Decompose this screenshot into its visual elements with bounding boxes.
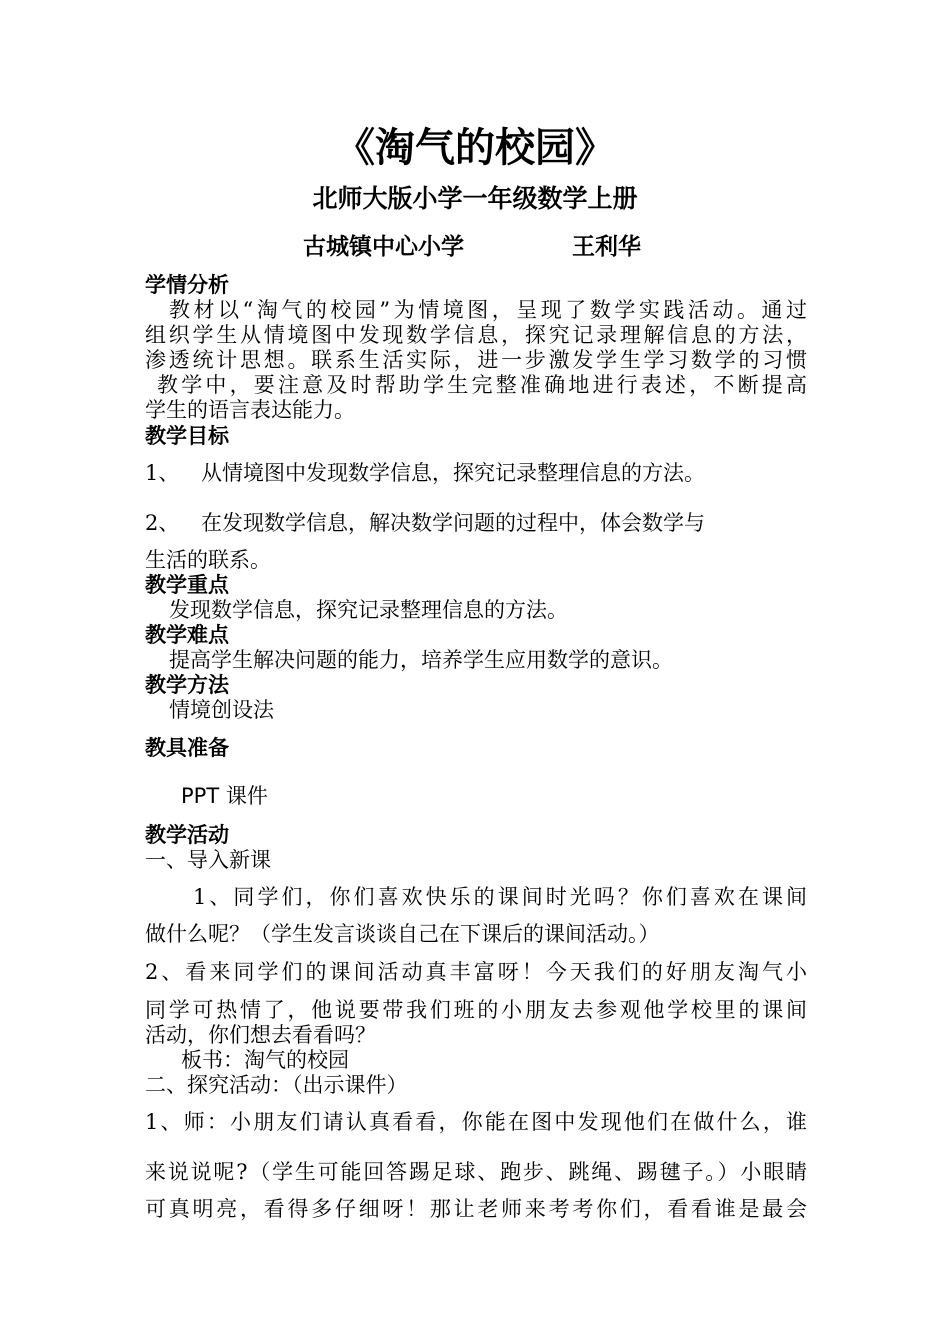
analysis-line: 渗透统计思想。联系生活实际，进一步激发学生学习数学的习惯: [145, 348, 807, 372]
activity-paragraph-line: 可真明亮，看得多仔细呀！那让老师来考考你们，看看谁是最会: [145, 1197, 807, 1221]
goal-text: 在发现数学信息，解决数学问题的过程中，体会数学与: [201, 511, 705, 535]
goal-text-continued: 生活的联系。: [145, 548, 271, 572]
activity-paragraph-line: 1、师：小朋友们请认真看看，你能在图中发现他们在做什么，谁: [145, 1110, 807, 1134]
analysis-line: 组织学生从情境图中发现数学信息，探究记录理解信息的方法，: [145, 323, 807, 347]
activity-paragraph-line: 来说说呢?（学生可能回答踢足球、跑步、跳绳、踢毽子。）小眼睛: [145, 1160, 807, 1184]
section-heading-method: 教学方法: [145, 673, 229, 697]
section-heading-difficulty: 教学难点: [145, 623, 229, 647]
method-text: 情境创设法: [169, 698, 274, 722]
goal-number: 1、: [145, 461, 180, 485]
analysis-line: 教材以“淘气的校园”为情境图，呈现了数学实践活动。通过: [169, 298, 807, 322]
key-points-text: 发现数学信息，探究记录整理信息的方法。: [169, 598, 568, 622]
goal-text: 从情境图中发现数学信息，探究记录整理信息的方法。: [201, 461, 705, 485]
author-name: 王利华: [572, 234, 641, 260]
part-heading-intro: 一、导入新课: [145, 848, 271, 872]
section-heading-goals: 教学目标: [145, 424, 229, 448]
author-school: 古城镇中心小学: [303, 234, 464, 260]
board-note: 板书：淘气的校园: [181, 1048, 349, 1072]
section-heading-tools: 教具准备: [145, 736, 229, 760]
activity-paragraph-line: 做什么呢？（学生发言谈谈自己在下课后的课间活动。）: [145, 922, 660, 946]
section-heading-key-points: 教学重点: [145, 573, 229, 597]
activity-paragraph-line: 活动，你们想去看看吗？: [145, 1023, 376, 1047]
section-heading-activity: 教学活动: [145, 823, 229, 847]
activity-paragraph-line: 2、看来同学们的课间活动真丰富呀！今天我们的好朋友淘气小: [145, 960, 807, 984]
activity-paragraph-line: 同学可热情了，他说要带我们班的小朋友去参观他学校里的课间: [145, 998, 807, 1022]
document-title: 《淘气的校园》: [335, 125, 615, 171]
difficulty-text: 提高学生解决问题的能力，培养学生应用数学的意识。: [169, 648, 673, 672]
part-heading-explore: 二、探究活动：（出示课件）: [145, 1073, 408, 1097]
document-subtitle: 北师大版小学一年级数学上册: [312, 184, 638, 213]
analysis-line: 学生的语言表达能力。: [145, 398, 355, 422]
goal-number: 2、: [145, 511, 180, 535]
section-heading-analysis: 学情分析: [145, 273, 229, 297]
activity-paragraph-line: 1、同学们，你们喜欢快乐的课间时光吗？你们喜欢在课间: [193, 885, 807, 909]
tools-text: PPT 课件: [181, 784, 268, 808]
analysis-line: 教学中，要注意及时帮助学生完整准确地进行表述，不断提高: [157, 373, 807, 397]
